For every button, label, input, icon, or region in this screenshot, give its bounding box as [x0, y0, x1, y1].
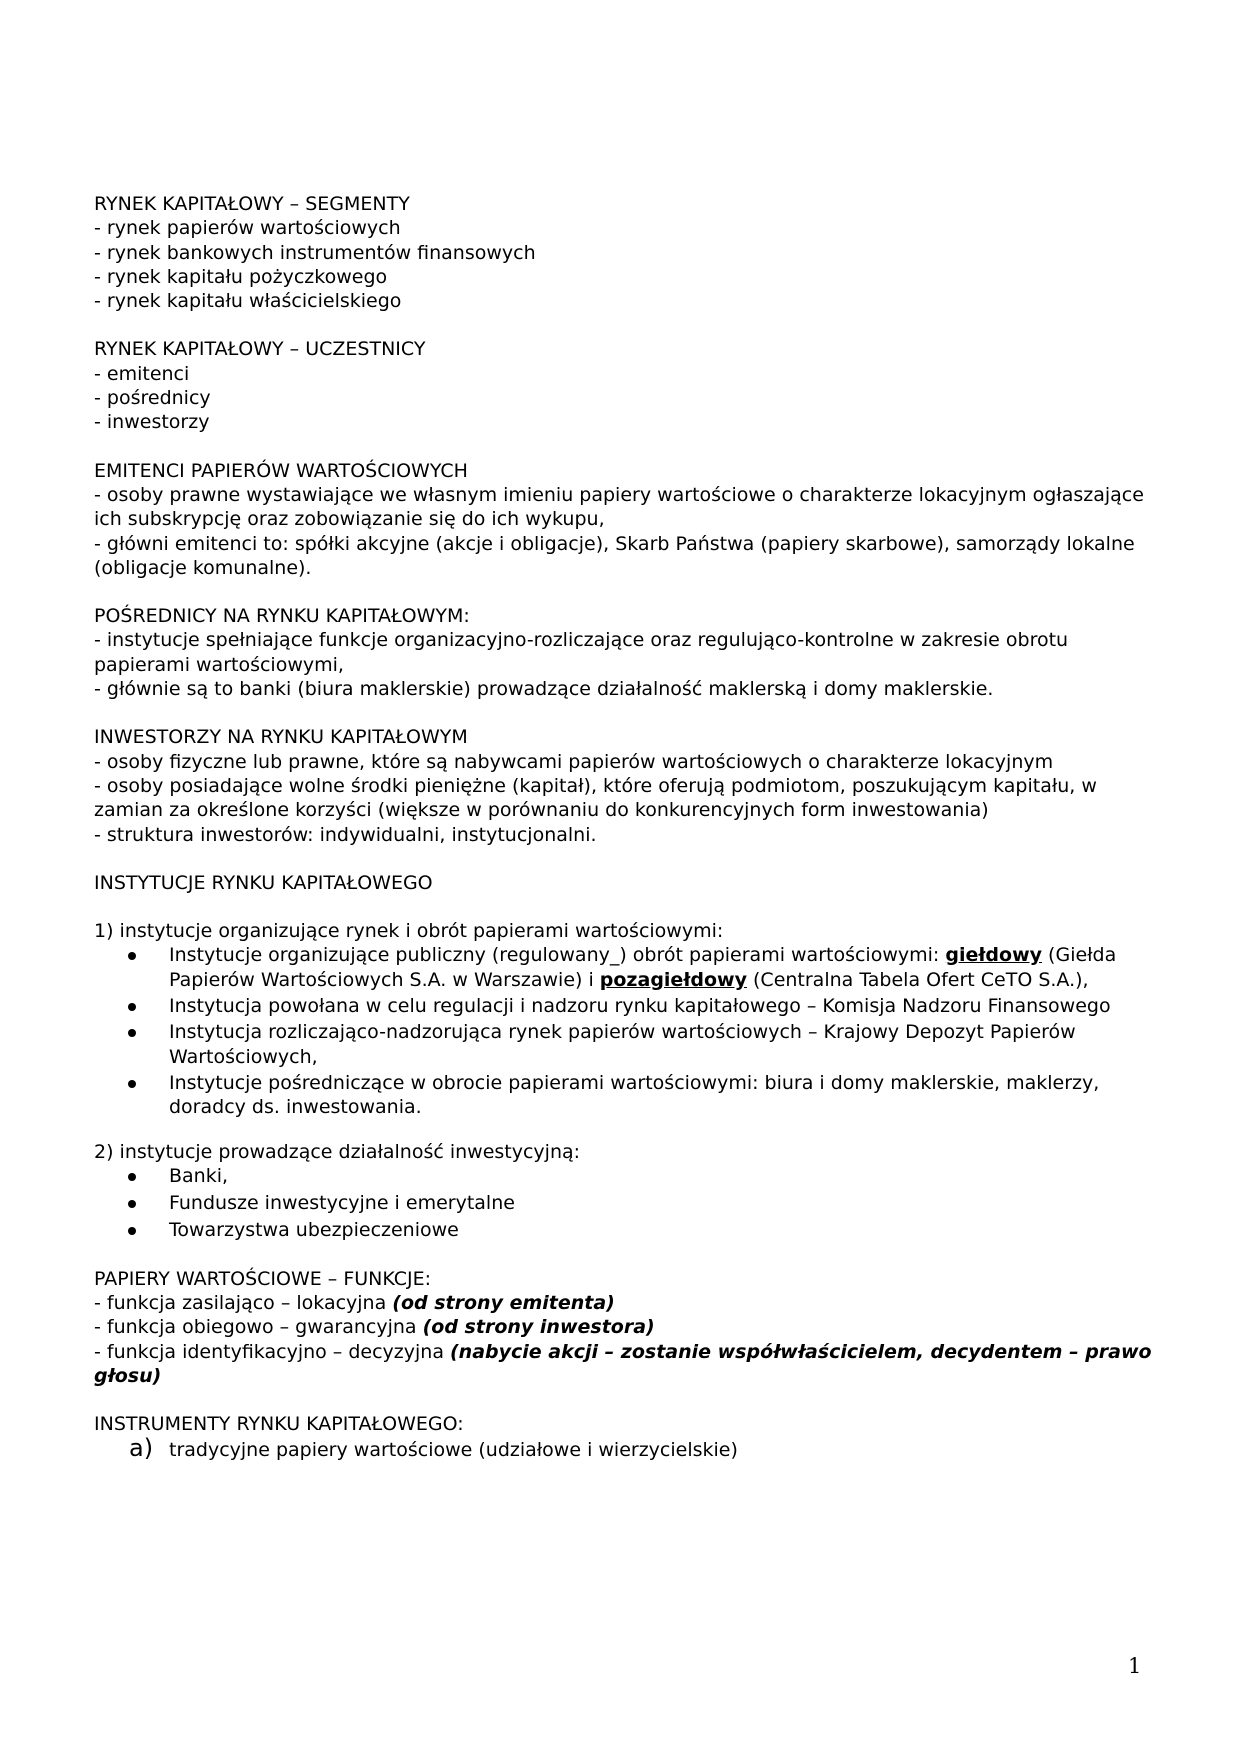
list-item: - rynek kapitału pożyczkowego	[94, 265, 388, 288]
bullet-text: Fundusze inwestycyjne i emerytalne	[169, 1192, 515, 1215]
bullet-text: Banki,	[169, 1164, 229, 1187]
bullet-list	[94, 943, 1160, 1119]
bullet-item	[94, 943, 1160, 992]
section-title: INSTRUMENTY RYNKU KAPITAŁOWEGO:	[94, 1413, 464, 1436]
function-note: (od strony emitenta)	[392, 1291, 615, 1314]
bullet-item	[94, 1164, 1160, 1188]
bullet-icon	[128, 952, 136, 960]
section-title: RYNEK KAPITAŁOWY – UCZESTNICY	[94, 338, 426, 361]
list-item	[94, 1315, 1160, 1339]
function-text: - funkcja zasilająco – lokacyjna	[94, 1291, 393, 1314]
section-segments	[94, 192, 1160, 313]
list-item: - emitenci	[94, 362, 190, 385]
section-title: INSTYTUCJE RYNKU KAPITAŁOWEGO	[94, 871, 433, 894]
bullet-item	[94, 1218, 1160, 1242]
list-item: - osoby posiadające wolne środki pieniężne (kapitał), które oferują podmiotom, poszukującym kapitału, w zamian za określone korzyści (większe w porównaniu do konkurencyjnych form inwestowania)	[94, 774, 1097, 822]
section-title: POŚREDNICY NA RYNKU KAPITAŁOWYM:	[94, 605, 470, 628]
list-item: - osoby prawne wystawiające we własnym imieniu papiery wartościowe o charakterze lokacyjnym ogłaszające ich subskrypcję oraz zobowiązanie się do ich wykupu,	[94, 483, 1144, 531]
section-participants	[94, 337, 1160, 434]
list-item: - struktura inwestorów: indywidualni, instytucjonalni.	[94, 823, 597, 846]
numbered-item-2	[94, 1140, 1160, 1243]
list-item: - głównie są to banki (biura maklerskie) prowadzące działalność maklerską i domy maklerskie.	[94, 678, 994, 701]
bullet-icon	[128, 1173, 136, 1181]
lettered-marker: a)	[129, 1434, 154, 1463]
bullet-text: Instytucja rozliczająco-nadzorująca rynek papierów wartościowych – Krajowy Depozyt Papierów Wartościowych,	[169, 1021, 1076, 1068]
function-note: (nabycie akcji – zostanie współwłaścicielem, decydentem – prawo głosu)	[94, 1340, 1152, 1387]
lettered-text: tradycyjne papiery wartościowe (udziałowe i wierzycielskie)	[169, 1439, 738, 1462]
numbered-item-lead: 1) instytucje organizujące rynek i obrót papierami wartościowymi:	[94, 920, 724, 943]
bullet-icon	[128, 1200, 136, 1208]
bullet-text: Towarzystwa ubezpieczeniowe	[169, 1219, 459, 1242]
bullet-icon	[128, 1080, 136, 1088]
bullet-text: Instytucje organizujące publiczny (regulowany_) obrót papierami wartościowymi:	[169, 944, 946, 967]
section-instruments	[94, 1412, 1160, 1463]
numbered-item-1	[94, 919, 1160, 1119]
bullet-list	[94, 1164, 1160, 1243]
bullet-item	[94, 1191, 1160, 1215]
bullet-item	[94, 1071, 1160, 1120]
list-item	[94, 1291, 1160, 1315]
list-item: - główni emitenci to: spółki akcyjne (akcje i obligacje), Skarb Państwa (papiery skarbowe), samorządy lokalne (obligacje komunalne).	[94, 532, 1135, 579]
bullet-item	[94, 1020, 1160, 1069]
list-item: - pośrednicy	[94, 387, 211, 410]
section-title: RYNEK KAPITAŁOWY – SEGMENTY	[94, 193, 410, 215]
bullet-icon	[128, 1029, 136, 1037]
document-body	[94, 192, 1160, 1487]
list-item: - osoby fizyczne lub prawne, które są nabywcami papierów wartościowych o charakterze lokacyjnym	[94, 750, 1054, 773]
bullet-icon	[128, 1227, 136, 1235]
section-institutions	[94, 871, 1160, 1243]
bullet-item	[94, 994, 1160, 1018]
section-functions	[94, 1267, 1160, 1388]
list-item: - rynek kapitału właścicielskiego	[94, 290, 402, 313]
keyword-pozagieldowy: pozagiełdowy	[599, 968, 747, 991]
bullet-text: (Centralna Tabela Ofert CeTO S.A.),	[746, 968, 1089, 991]
section-issuers	[94, 459, 1160, 580]
section-investors	[94, 725, 1160, 846]
section-title: EMITENCI PAPIERÓW WARTOŚCIOWYCH	[94, 459, 468, 482]
function-note: (od strony inwestora)	[422, 1316, 655, 1339]
numbered-item-lead: 2) instytucje prowadzące działalność inwestycyjną:	[94, 1140, 581, 1163]
page-number: 1	[1128, 1654, 1142, 1678]
bullet-text: Instytucja powołana w celu regulacji i nadzoru rynku kapitałowego – Komisja Nadzoru Finansowego	[169, 995, 1111, 1018]
bullet-text: (Giełda Papierów Wartościowych S.A. w Warszawie) i	[169, 944, 1117, 991]
list-item	[94, 1340, 1160, 1389]
keyword-gieldowy: giełdowy	[945, 944, 1043, 967]
bullet-icon	[128, 1003, 136, 1011]
section-intermediaries	[94, 604, 1160, 701]
list-item: - rynek papierów wartościowych	[94, 217, 401, 240]
section-title: INWESTORZY NA RYNKU KAPITAŁOWYM	[94, 726, 468, 749]
list-item: - inwestorzy	[94, 411, 210, 434]
function-text: - funkcja obiegowo – gwarancyjna	[94, 1316, 423, 1339]
function-text: - funkcja identyfikacyjno – decyzyjna	[94, 1340, 450, 1363]
lettered-item	[94, 1436, 1160, 1462]
list-item: - rynek bankowych instrumentów finansowych	[94, 241, 536, 264]
bullet-text: Instytucje pośredniczące w obrocie papierami wartościowymi: biura i domy maklerskie, maklerzy, doradcy ds. inwestowania.	[169, 1071, 1100, 1119]
list-item: - instytucje spełniające funkcje organizacyjno-rozliczające oraz regulująco-kontrolne w zakresie obrotu papierami wartościowymi,	[94, 629, 1069, 676]
section-title: PAPIERY WARTOŚCIOWE – FUNKCJE:	[94, 1267, 432, 1290]
